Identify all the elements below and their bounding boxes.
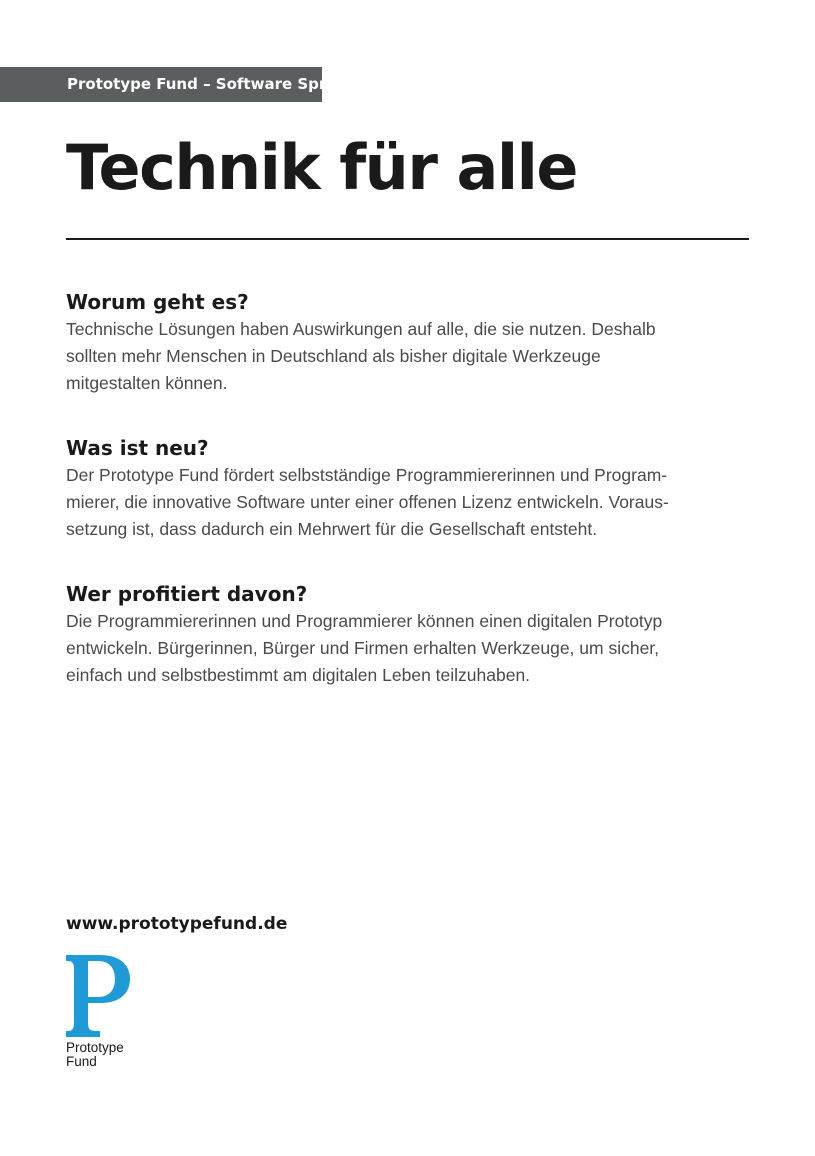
body-line: entwickeln. Bürgerinnen, Bürger und Firmen erhalten Werkzeuge, um sicher, (66, 638, 660, 658)
section-was-ist-neu (66, 434, 756, 543)
body-line: mierer, die innovative Software unter einer offenen Lizenz entwickeln. Voraus- (66, 492, 669, 512)
section-body (66, 462, 756, 543)
body-line: Der Prototype Fund fördert selbstständige Programmiererinnen und Program- (66, 465, 668, 485)
section-heading: Wer profitiert davon? (66, 582, 308, 606)
title-divider (66, 238, 749, 240)
prototype-fund-logo (64, 955, 144, 1075)
section-worum-geht-es (66, 288, 756, 397)
section-body (66, 608, 756, 689)
section-heading: Worum geht es? (66, 290, 249, 314)
logo-text-line: Fund (66, 1054, 97, 1069)
body-line: Technische Lösungen haben Auswirkungen auf alle, die sie nutzen. Deshalb (66, 319, 656, 339)
section-body (66, 316, 756, 397)
header-tag: Prototype Fund – Software Sprint (0, 67, 322, 102)
body-line: einfach und selbstbestimmt am digitalen Leben teilzuhaben. (66, 665, 531, 685)
p-letter-logo-icon (64, 955, 134, 1039)
page-title: Technik für alle (66, 131, 577, 204)
body-line: Die Programmiererinnen und Programmierer können einen digitalen Prototyp (66, 611, 663, 631)
logo-wordmark (66, 1041, 124, 1069)
section-wer-profitiert-davon (66, 580, 756, 689)
website-url: www.prototypefund.de (66, 914, 288, 934)
section-heading: Was ist neu? (66, 436, 209, 460)
body-line: sollten mehr Menschen in Deutschland als bisher digitale Werkzeuge (66, 346, 601, 366)
body-line: mitgestalten können. (66, 373, 228, 393)
logo-text-line: Prototype (66, 1040, 124, 1055)
body-line: setzung ist, dass dadurch ein Mehrwert für die Gesellschaft entsteht. (66, 519, 598, 539)
